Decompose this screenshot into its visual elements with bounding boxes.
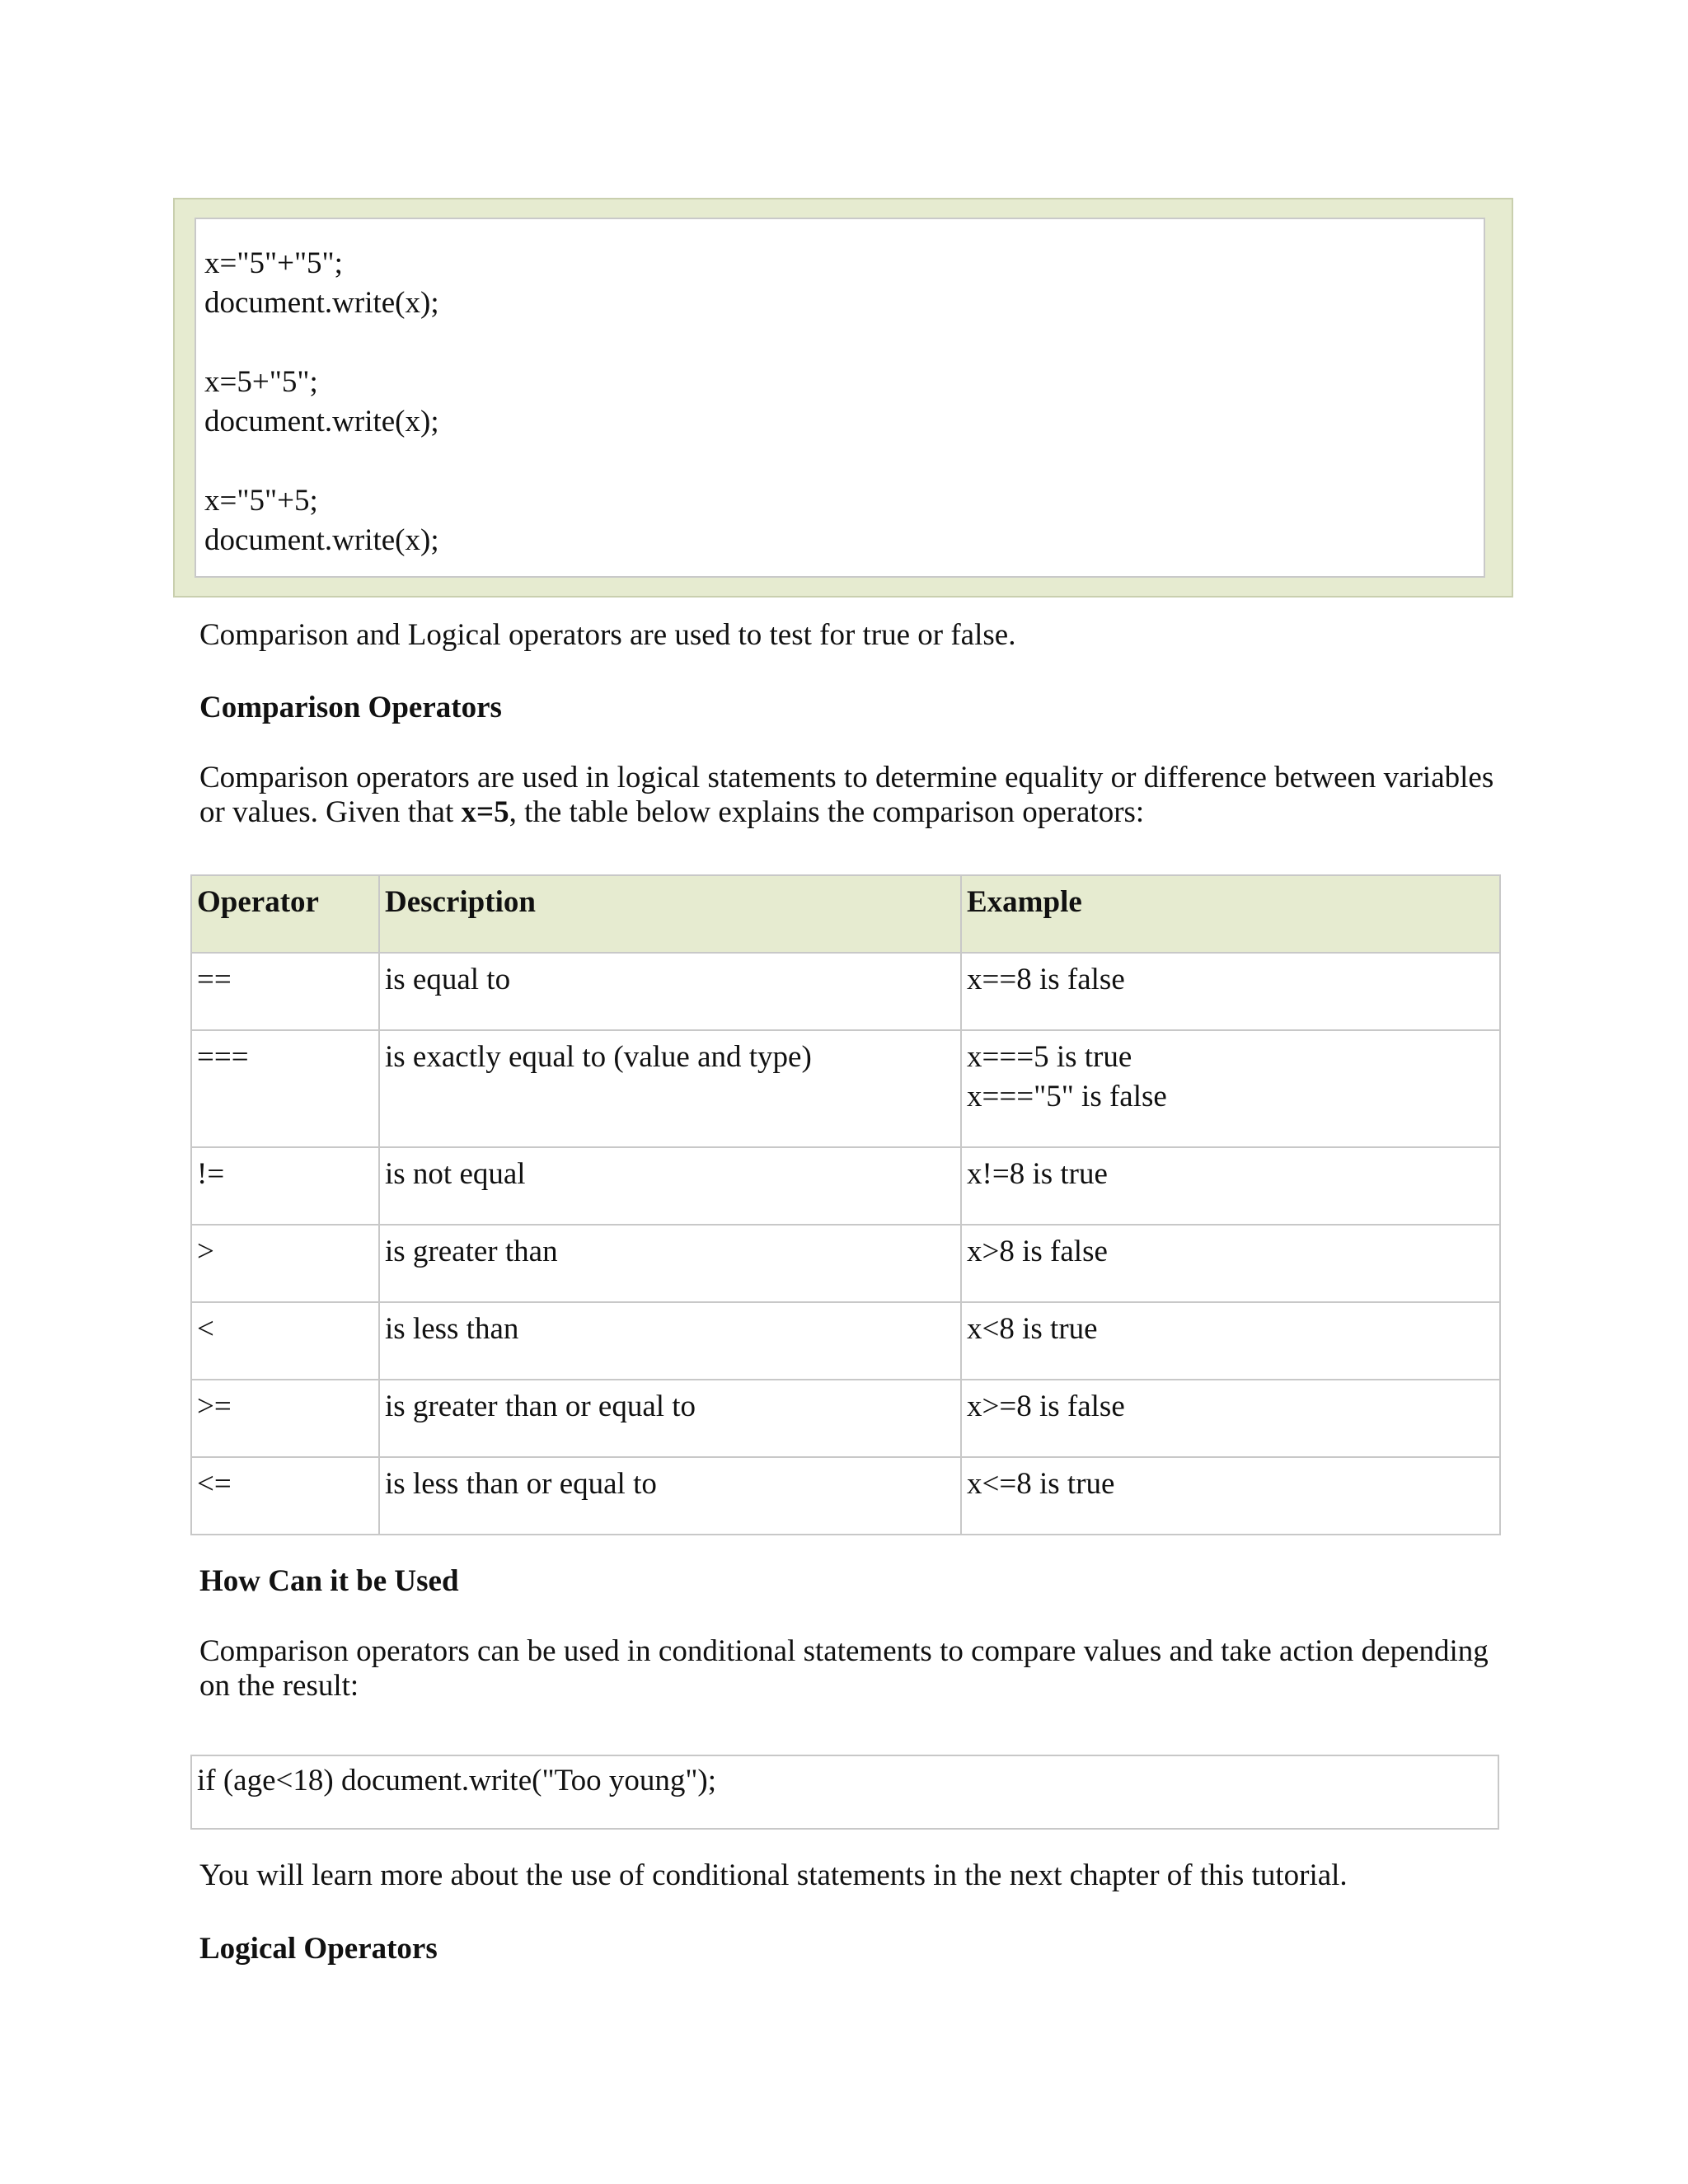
table-row [191,1457,1500,1535]
example-text: x<8 is true [967,1312,1098,1346]
comparison-description [199,761,1510,830]
logical-operators-heading: Logical Operators [199,1932,438,1966]
how-description: Comparison operators can be used in conditional statements to compare values and take action depending on the result: [199,1634,1489,1703]
comparison-description-bold: x=5 [461,795,509,829]
description-cell: is equal to [379,953,961,1030]
operator-cell: === [191,1030,379,1147]
description-cell: is less than [379,1302,961,1380]
table-header-operator: Operator [191,875,379,953]
example-text: x<=8 is true [967,1467,1115,1501]
example-text: x==="5" is false [967,1080,1167,1113]
description-cell: is less than or equal to [379,1457,961,1535]
table-row [191,1302,1500,1380]
code-line: document.write(x); [204,523,439,557]
intro-paragraph: Comparison and Logical operators are used to test for true or false. [199,618,1016,652]
operator-cell: != [191,1147,379,1225]
code-blank-line [204,442,1484,481]
comparison-description-text: Comparison operators are used in logical statements to determine equality or difference between variables or values. Given that [199,761,1494,829]
table-row [191,1225,1500,1302]
code-example-box [195,218,1485,578]
table-row [191,1380,1500,1457]
table-row [191,953,1500,1030]
example-text: x>8 is false [967,1235,1108,1268]
operator-cell: >= [191,1380,379,1457]
table-header-row [191,875,1500,953]
operator-cell: <= [191,1457,379,1535]
example-cell [961,1380,1500,1457]
learn-more-paragraph: You will learn more about the use of conditional statements in the next chapter of this tutorial. [199,1858,1348,1892]
how-can-it-be-used-heading: How Can it be Used [199,1564,459,1598]
example-text: x>=8 is false [967,1390,1125,1423]
code-blank-line [204,323,1484,363]
code-line: x=5+"5"; [204,365,318,399]
description-cell: is greater than [379,1225,961,1302]
table-row [191,1147,1500,1225]
table-row [191,1030,1500,1147]
operator-cell: > [191,1225,379,1302]
example-cell [961,1030,1500,1147]
code-line: document.write(x); [204,405,439,438]
comparison-description-text-end: , the table below explains the comparison operators: [509,795,1145,829]
example-text: x===5 is true [967,1040,1132,1074]
code-line: document.write(x); [204,286,439,320]
operator-cell: == [191,953,379,1030]
description-cell: is greater than or equal to [379,1380,961,1457]
code-line: x="5"+"5"; [204,246,343,280]
table-header-description: Description [379,875,961,953]
comparison-operators-heading: Comparison Operators [199,691,502,724]
example-cell [961,1225,1500,1302]
operator-cell: < [191,1302,379,1380]
comparison-operators-table [190,874,1501,1535]
example-text: x==8 is false [967,963,1125,996]
code-line: x="5"+5; [204,484,318,518]
example-cell [961,1457,1500,1535]
example-cell [961,953,1500,1030]
code-example-frame [173,198,1513,598]
example-cell [961,1147,1500,1225]
if-code-example: if (age<18) document.write("Too young"); [190,1755,1499,1830]
description-cell: is not equal [379,1147,961,1225]
example-text: x!=8 is true [967,1157,1108,1191]
example-cell [961,1302,1500,1380]
table-header-example: Example [961,875,1500,953]
description-cell: is exactly equal to (value and type) [379,1030,961,1147]
